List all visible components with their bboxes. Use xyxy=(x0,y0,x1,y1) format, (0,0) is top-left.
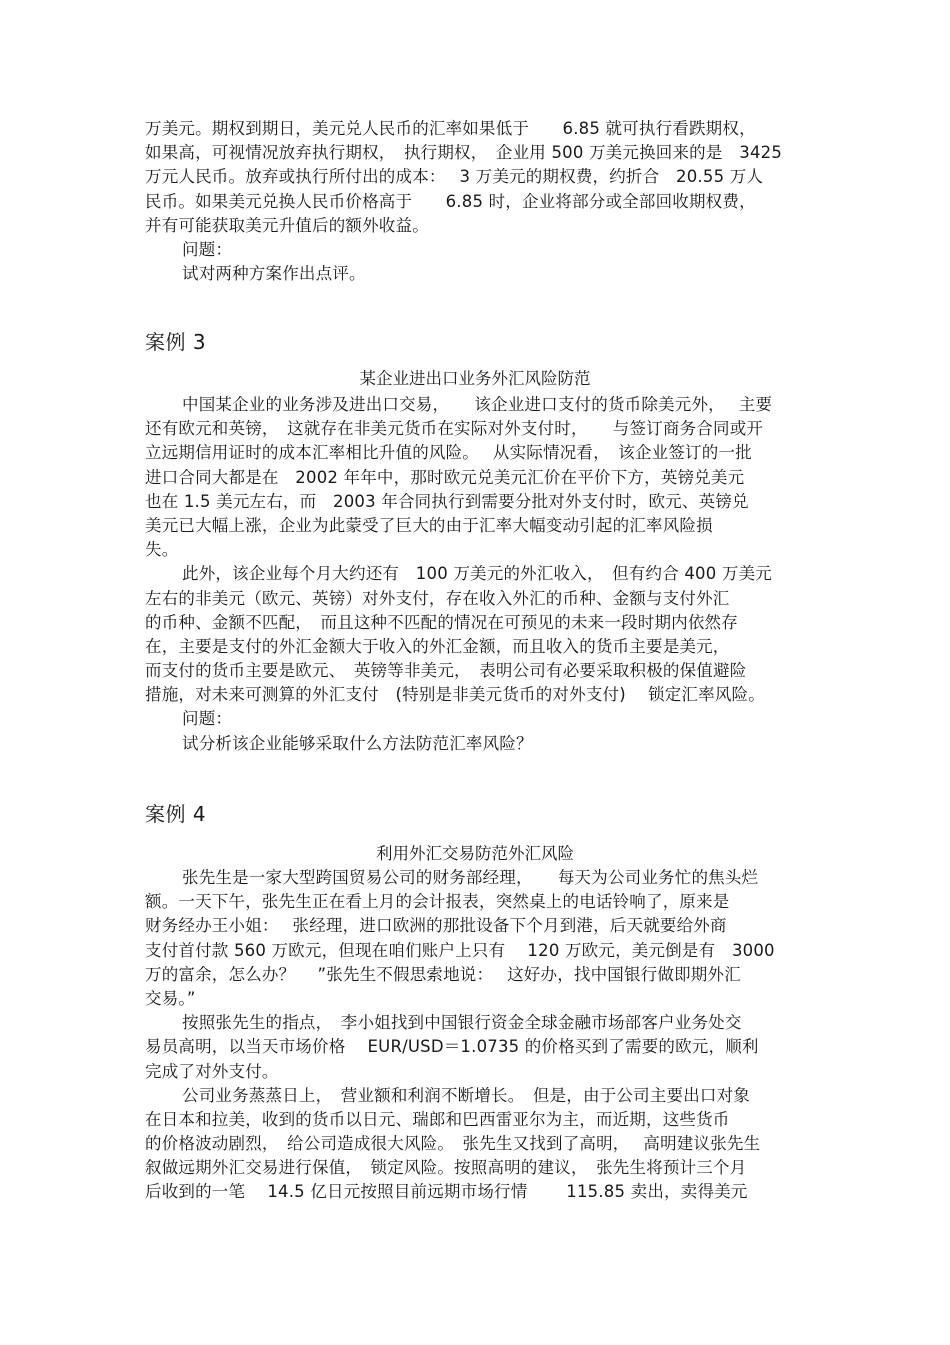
text-line: 中国某企业的业务涉及进出口交易， 该企业进口支付的货币除美元外， 主要 xyxy=(182,395,773,414)
text-line: 易员高明，以当天市场价格 EUR/USD＝1.0735 的价格买到了需要的欧元，顺利 xyxy=(145,1037,759,1057)
text-line: 的币种、金额不匹配， 而且这种不匹配的情况在可预见的未来一段时期内依然存 xyxy=(145,612,738,632)
question-label: 问题： xyxy=(182,239,233,259)
text-line: 交易。” xyxy=(145,988,196,1008)
text-line: 公司业务蒸蒸日上， 营业额和利润不断增长。 但是，由于公司主要出口对象 xyxy=(182,1085,750,1105)
text-line: 也在 1.5 美元左右，而 2003 年合同执行到需要分批对外支付时，欧元、英镑兑 xyxy=(145,491,749,511)
text-line: 的价格波动剧烈， 给公司造成很大风险。 张先生又找到了高明， 高明建议张先生 xyxy=(145,1134,761,1154)
text-line: 在，主要是支付的外汇金额大于收入的外汇金额，而且收入的货币主要是美元， xyxy=(145,636,730,656)
text-line: 左右的非美元（欧元、英镑）对外支付，存在收入外汇的币种、金额与支付外汇 xyxy=(145,588,730,608)
text-line: 美元已大幅上涨，企业为此蒙受了巨大的由于汇率大幅变动引起的汇率风险损 xyxy=(145,515,713,535)
text-line: 进口合同大都是在 2002 年年中，那时欧元兑美元汇价在平价下方，英镑兑美元 xyxy=(145,467,745,487)
text-line: 在日本和拉美，收到的货币以日元、瑞郎和巴西雷亚尔为主，而近期，这些货币 xyxy=(145,1109,730,1129)
text-line: 额。一天下午，张先生正在看上月的会计报表，突然桌上的电话铃响了，原来是 xyxy=(145,892,730,912)
text-line: 还有欧元和英镑， 这就存在非美元货币在实际对外支付时， 与签订商务合同或开 xyxy=(145,419,764,439)
text-line: 张先生是一家大型跨国贸易公司的财务部经理， 每天为公司业务忙的焦头烂 xyxy=(182,868,759,887)
text-line: 如果高，可视情况放弃执行期权， 执行期权， 企业用 500 万美元换回来的是 3425 xyxy=(145,143,783,163)
case-4-title: 利用外汇交易防范外汇风险 xyxy=(376,844,574,863)
text-line: 完成了对外支付。 xyxy=(145,1061,279,1081)
text-line: 后收到的一笔 14.5 亿日元按照目前远期市场行情 115.85 卖出，卖得美元 xyxy=(145,1182,748,1202)
text-line: 措施，对未来可测算的外汇支付 (特别是非美元货币的对外支付) 锁定汇率风险。 xyxy=(145,685,765,705)
text-line: 此外，该企业每个月大约还有 100 万美元的外汇收入， 但有约合 400 万美元 xyxy=(182,564,772,584)
case-3-heading: 案例 3 xyxy=(145,330,207,354)
question-label: 问题： xyxy=(182,709,233,729)
text-line: 万美元。期权到期日，美元兑人民币的汇率如果低于 6.85 就可执行看跌期权， xyxy=(145,119,756,138)
text-line: 民币。如果美元兑换人民币价格高于 6.85 时，企业将部分或全部回收期权费， xyxy=(145,191,756,211)
text-line: 万的富余，怎么办？ ”张先生不假思索地说： 这好办，找中国银行做即期外汇 xyxy=(145,964,741,984)
question-text: 试分析该企业能够采取什么方法防范汇率风险？ xyxy=(182,733,533,753)
text-line: 万元人民币。放弃或执行所付出的成本： 3 万美元的期权费，约折合 20.55 万人 xyxy=(145,167,764,187)
text-line: 而支付的货币主要是欧元、 英镑等非美元， 表明公司有必要采取积极的保值避险 xyxy=(145,661,747,681)
text-line: 支付首付款 560 万欧元，但现在咱们账户上只有 120 万欧元，美元倒是有 3000 xyxy=(145,940,775,960)
text-line: 按照张先生的指点， 李小姐找到中国银行资金全球金融市场部客户业务处交 xyxy=(182,1013,742,1033)
text-line: 立远期信用证时的成本汇率相比升值的风险。 从实际情况看， 该企业签订的一批 xyxy=(145,443,752,463)
case-4-body xyxy=(145,866,815,1205)
text-line: 并有可能获取美元升值后的额外收益。 xyxy=(145,215,429,235)
question-text: 试对两种方案作出点评。 xyxy=(182,264,366,284)
text-line: 失。 xyxy=(145,540,179,560)
text-line: 财务经办王小姐： 张经理，进口欧洲的那批设备下个月到港，后天就要给外商 xyxy=(145,916,727,936)
case-4-heading: 案例 4 xyxy=(145,802,207,826)
case-3-body xyxy=(145,393,815,756)
intro-paragraph xyxy=(145,117,815,286)
case-3-title: 某企业进出口业务外汇风险防范 xyxy=(359,369,591,388)
text-line: 叙做远期外汇交易进行保值， 锁定风险。按照高明的建议， 张先生将预计三个月 xyxy=(145,1158,747,1178)
